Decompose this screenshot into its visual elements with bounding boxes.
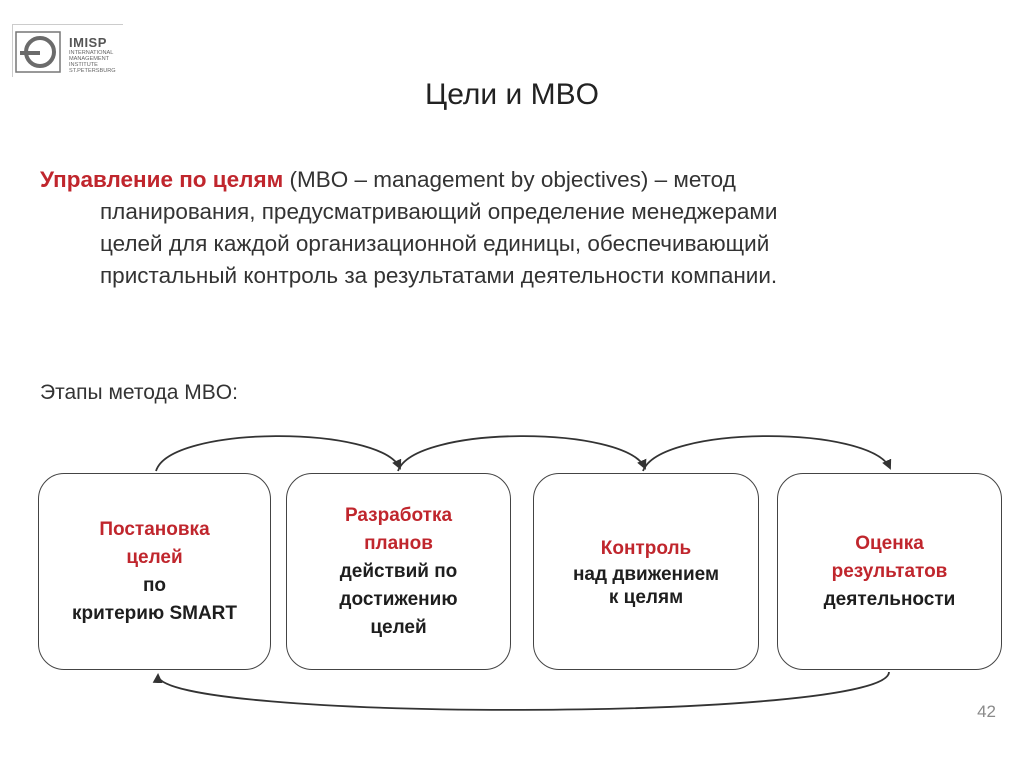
stage-2-text-line-2: достижению [339,588,458,610]
page-number: 42 [977,702,996,721]
stage-2-title-line-2: планов [364,532,433,554]
definition-line-2: планирования, предусматривающий определение менеджерами [100,199,778,224]
stage-box-planning [286,473,511,670]
stage-4-title-line-1: Оценка [855,532,924,554]
definition-line-3: целей для каждой организационной единицы, обеспечивающий [100,231,770,256]
stage-1-title-line-1: Постановка [99,518,210,540]
logo-name: IMISP [69,35,107,50]
stage-1-text-line-1: по [142,574,167,596]
definition-term: Управление по целям [40,167,284,192]
arrow-stage3-to-stage4 [643,436,890,471]
definition-text-1: (MBO – management by objectives) – метод [283,167,736,192]
stage-2-title-line-1: Разработка [344,504,453,526]
stage-3-title: Контроль [600,537,692,559]
arrow-stage1-to-stage2 [156,436,400,471]
stages-label: Этапы метода MBO: [40,381,238,404]
arrow-feedback-loop [158,672,889,710]
stage-4-title-line-2: результатов [831,560,948,582]
definition-line-4: пристальный контроль за результатами деятельности компании. [100,263,778,288]
stage-3-text-line-2: к целям [608,586,684,608]
stage-2-text-line-3: целей [370,616,427,638]
slide-title: Цели и MBO [425,78,599,111]
stage-3-text-line-1: над движением [572,563,720,585]
stage-box-evaluation [777,473,1002,670]
stage-1-text-line-2: критерию SMART [71,602,237,624]
stage-box-control [533,473,759,670]
arrow-stage2-to-stage3 [398,436,645,471]
stage-1-title-line-2: целей [126,546,183,568]
logo-subtitle: INTERNATIONAL MANAGEMENT INSTITUTE ST.PETERSBURG [69,50,116,74]
stage-2-text-line-1: действий по [339,560,458,582]
stage-box-goal-setting [38,473,271,670]
stage-4-text-line-1: деятельности [823,588,956,610]
